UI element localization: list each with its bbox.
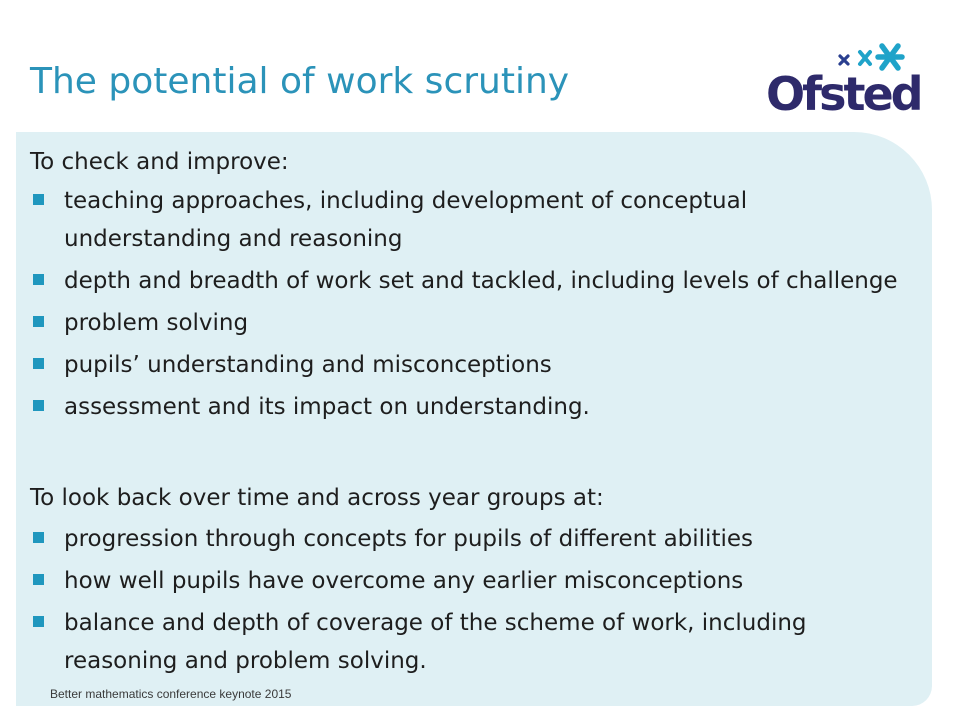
- look-back-list: [30, 520, 914, 684]
- check-improve-list: [30, 182, 914, 430]
- check-improve-intro: To check and improve:: [30, 149, 289, 175]
- footer-text: Better mathematics conference keynote 2015: [50, 687, 292, 701]
- look-back-intro: To look back over time and across year groups at:: [30, 485, 604, 511]
- square-bullet-icon: [33, 194, 44, 205]
- square-bullet-icon: [33, 316, 44, 327]
- ofsted-wordmark: Ofsted: [766, 67, 921, 121]
- square-bullet-icon: [33, 400, 44, 411]
- square-bullet-icon: [33, 274, 44, 285]
- square-bullet-icon: [33, 574, 44, 585]
- list-item: problem solving: [30, 304, 914, 342]
- list-item: progression through concepts for pupils of different abilities: [30, 520, 914, 558]
- slide-title: The potential of work scrutiny: [30, 61, 570, 102]
- list-item: assessment and its impact on understanding.: [30, 388, 914, 426]
- list-item: depth and breadth of work set and tackled, including levels of challenge: [30, 262, 914, 300]
- square-bullet-icon: [33, 358, 44, 369]
- square-bullet-icon: [33, 616, 44, 627]
- ofsted-logo: [762, 42, 921, 124]
- square-bullet-icon: [33, 532, 44, 543]
- list-item: how well pupils have overcome any earlier misconceptions: [30, 562, 914, 600]
- list-item: balance and depth of coverage of the scheme of work, including reasoning and problem solving.: [30, 604, 914, 680]
- list-item: teaching approaches, including development of conceptual understanding and reasoning: [30, 182, 914, 258]
- list-item: pupils’ understanding and misconceptions: [30, 346, 914, 384]
